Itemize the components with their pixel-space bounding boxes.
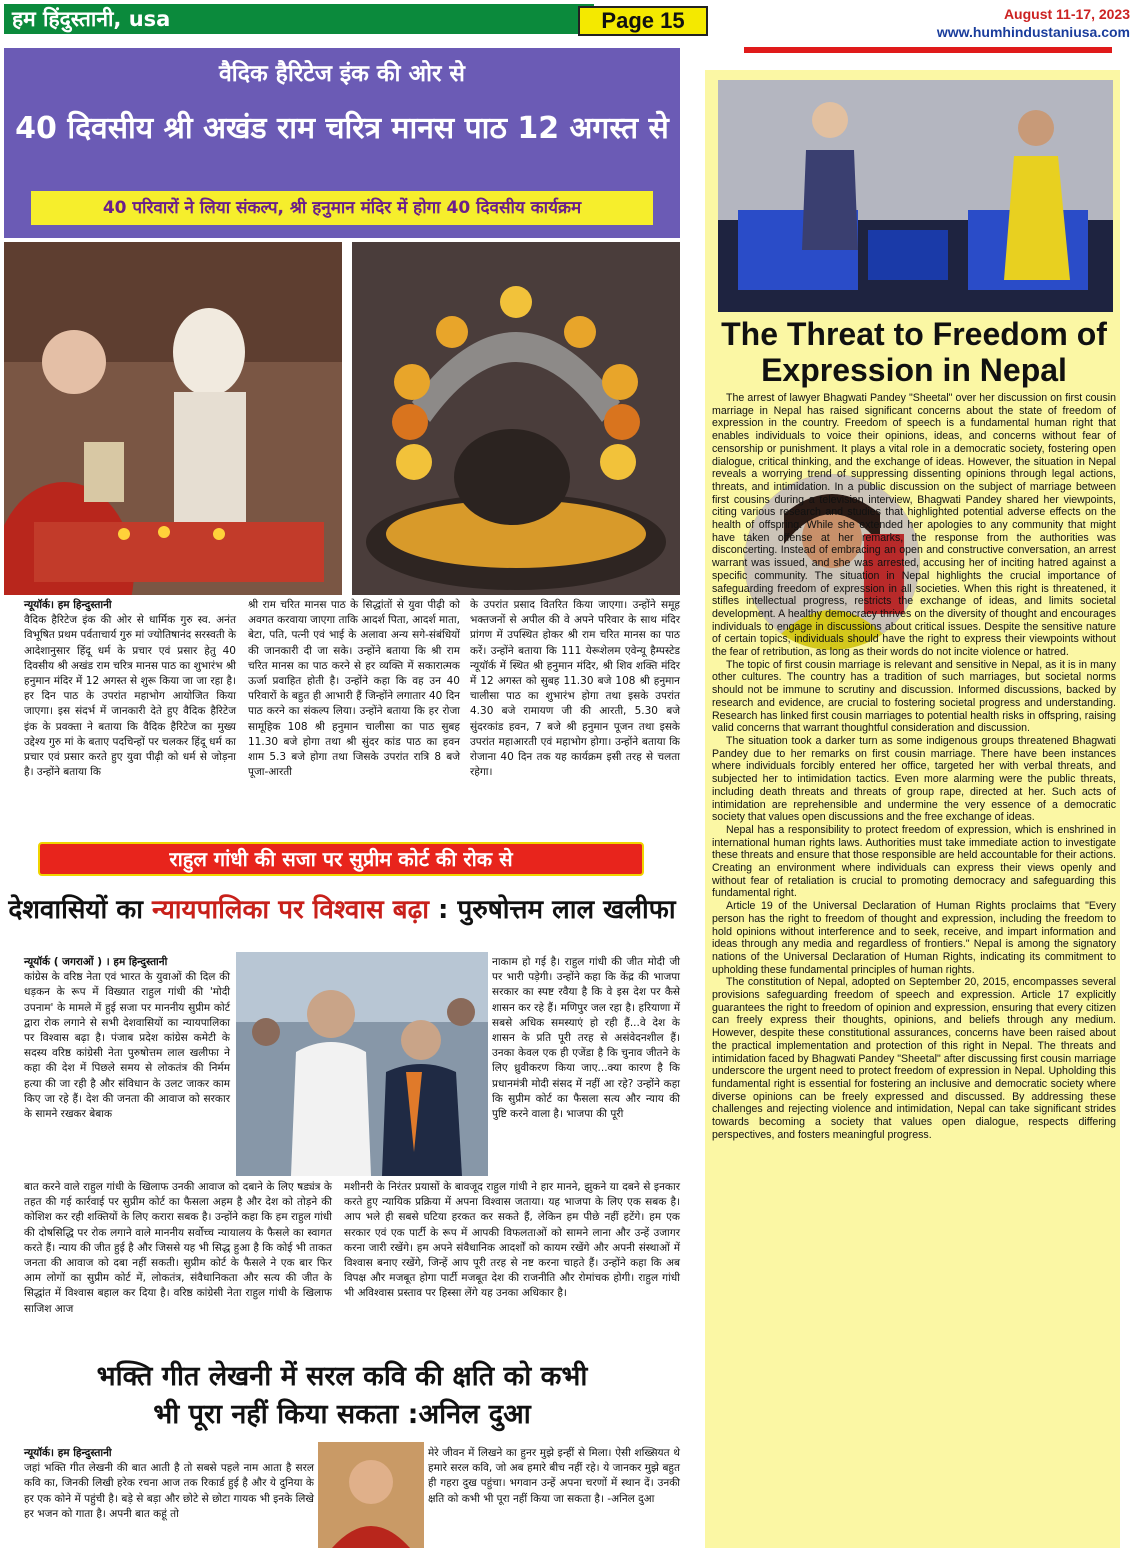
article3-headline [4,1358,680,1434]
article2-column-bottom-right [344,1180,680,1302]
anil-dua-photo [318,1442,424,1548]
article2-byline: न्यूयॉर्क ( जगराओं ) । हम हिन्दुस्तानी [24,956,168,968]
masthead [0,0,1135,46]
article1-banner [4,48,680,238]
article2-text: कांग्रेस के वरिष्ठ नेता एवं भारत के युवाओं की दिल की धड़कन के रूप में विख्यात राहुल गांधी की 'मोदी उपनाम' के मामले में हुई सजा पर माननीय सुप्रीम कोर्ट द्वारा रोक लगाने से सभी देशवासियों का न्यायपालिका पर विश्वास बढ़ा है। पंजाब प्रदेश कांग्रेस कमेटी के सदस्य वरिष्ठ कांग्रेसी नेता पुरुषोत्तम लाल खलीफा ने कहा की देश में पिछले समय से लोकतंत्र की निर्मम हत्या की जा रही है और संविधान के उलट जाकर काम किए जा रहे हैं। देश की जनता की आवाज को सरकार के सामने रखकर बेबाक [24,971,230,1121]
shivling-photo [352,242,680,595]
nepal-article-body [712,392,1116,1141]
shivling-flowers-image [352,242,680,595]
article3-headline-line: भक्ति गीत लेखनी में सरल कवि की क्षति को कभी [96,1361,588,1392]
portrait-image [318,1442,424,1548]
page-number: Page 15 [578,6,708,36]
hanuman-idol-image [4,242,342,595]
article1-headline: 40 दिवसीय श्री अखंड राम चरित्र मानस पाठ 12 अगस्त से [15,111,669,146]
nepal-article-headline: The Threat to Freedom of Expression in Nepal [721,316,1107,388]
issue-date: August 11-17, 2023 [1003,6,1130,22]
article2-text: मशीनरी के निरंतर प्रयासों के बावजूद राहुल गांधी ने हार मानने, झुकने या दबने से इनकार करते हुए न्यायिक प्रक्रिया में अपना विश्वास जताया। यह भाजपा के लिए एक सबक है। आप भले ही सबसे घटिया हरकत कर सकते हैं, लेकिन हम पीछे नहीं हटेंगे। हम एक सरकार एवं एक पार्टी के रूप में आपकी विफलताओं को सामने लाना और उन्हें उजागर करना जारी रखेंगे। हम अपने संवैधानिक आदर्शों को कायम रखेंगे और अपनी संस्थाओं में विश्वास बनाए रखेंगे, जिन्हें आप पूरी तरह से नष्ट करना चाहते हैं। उन्होंने कहा कि अब विपक्ष और मजबूत होगा पार्टी मजबूत देश की राजनीति और रोमांचक होगी। राहुल गांधी भी अविश्वास प्रस्ताव पर हिस्सा लेंगे यह उनका अधिकार है। [344,1181,680,1300]
rahul-gandhi-photo [236,952,488,1176]
nepal-paragraph: The situation took a darker turn as some indigenous groups threatened Bhagwati Pandey due to her remarks on first cousin marriage. There have been instances where individuals forcibly entered her office, targeted her with verbal threats, and subjected her to intimidation tactics. Even more alarming were the public threats, including death threats and threats of group rape, directed at her. Such acts of intimidation are reprehensible and undermine the very essence of a democratic society that values open discussions and the free exchange of ideas. [712,734,1116,824]
article3-column-2 [428,1446,680,1507]
article1-column-1 [24,598,236,780]
article1-text: श्री राम चरित मानस पाठ के सिद्धांतों से युवा पीढ़ी को अवगत करवाया जाएगा ताकि आदर्श पिता, आदर्श माता, बेटा, पति, पत्नी एवं भाई के अलावा अन्य सगे-संबंधियों की जानकारी दी जा सके। उन्होंने बताया कि श्री राम चरित मानस का पाठ करने से हर व्यक्ति में सकारात्मक ऊर्जा प्रवाहित होती है। उन्होंने कहा कि वह उन 40 परिवारों के बहुत ही आभारी हैं जिन्होंने लगातार 40 दिन पाठ करने का संकल्प लिया। उन्होंने बताया कि हर रोजा सामूहिक 108 श्री हनुमान चालीसा का पाठ सुबह 11.30 बजे होगा तथा श्री सुंदर कांड पाठ का हवन शाम 5.3 बजे होगा तथा जिसके उपरांत रात्रि 8 बजे पूजा-आरती [248,599,460,779]
nepal-paragraph: The topic of first cousin marriage is relevant and sensitive in Nepal, as it is in many other cultures. The country has a tradition of such marriages, but societal norms should not be immune to scrutiny and discussion. Informed discussions, backed by research and evidence, are crucial to fostering societal progress and understanding. Research has linked first cousin marriages to potential health risks in offspring, raising valid concerns that warrant thoughtful consideration and discussion. [712,658,1116,735]
article1-text: वैदिक हैरिटेज इंक की ओर से धार्मिक गुरु स्व. अनंत विभूषित प्रथम पर्वताचार्य गुरु मां ज्योतिषानंद सरस्वती के आदेशानुसार हिंदू धर्म के प्रचार एवं प्रसार हेतु 40 दिवसीय श्री अखंड राम चरित्र मानस पाठ का शुभारंभ श्री हनुमान मंदिर में 12 अगस्त से शुरू किया जा जा रहा है। हर दिन पाठ के उपरांत महाभोग आयोजित किया जाएगा। इस संदर्भ में जानकारी देते हुए वैदिक हैरिटेज इंक के प्रवक्ता ने बताया कि वैदिक हैरिटेज का मुख्य उद्देश्य गुरु मां के बताए पदचिन्हों पर चलकर हिंदू धर्म का प्रचार एवं प्रसार करते हुए युवा पीढ़ी को धर्म से जोड़ना है। उन्होंने बताया कि [24,614,237,779]
article2-band: राहुल गांधी की सजा पर सुप्रीम कोर्ट की रोक से [38,842,644,876]
divider [744,47,1112,53]
tv-interview-photo [718,80,1113,312]
article1-byline: न्यूयॉर्क। हम हिन्दुस्तानी [24,599,112,611]
rally-image [236,952,488,1176]
interview-studio-image [718,80,1113,312]
article1-kicker: वैदिक हैरिटेज इंक की ओर से [219,61,465,87]
article2-headline-part: : पुरुषोत्तम लाल खलीफा [428,895,676,925]
nepal-paragraph: The arrest of lawyer Bhagwati Pandey "Sheetal" over her discussion on first cousin marriage in Nepal has raised significant concerns about the state of freedom of expression in the country. Freedom of speech is a fundamental human right that enables individuals to voice their opinions, ideas, and concerns without fear of censorship or punishment. It plays a vital role in a democratic society, fostering open dialogue, critical thinking, and the exchange of ideas. However, the situation in Nepal reveals a worrying trend of suppressing dissenting opinions through legal actions, threats, and intimidation. In a public discussion on the subject of marriage between first cousins during a television interview, Bhagwati Pandey shared her viewpoints, citing various research and studies that highlighted potential adverse effects on the health of offspring. While she extended her apologies to any community that might have taken offense at her remarks, the response from the authorities was disconcerting. Instead of embracing an open and constructive conversation, an arrest warrant was issued, and she was arrested, accusing her of inciting hatred against a specific community. The situation in Nepal highlights the crucial importance of safeguarding freedom of expression in all societies. When this right is threatened, it stifles intellectual progress, restricts the exchange of ideas, and limits societal development. A healthy democracy thrives on the diversity of thought and encourages individuals to engage in discussions about critical issues. Despite the sensitive nature of certain topics, individuals should have the right to express their viewpoints without the fear of retribution, as long as their words do not incite violence or hatred. [712,392,1116,659]
article2-headline [4,890,680,926]
article2-headline-highlight: न्यायपालिका पर विश्वास बढ़ा [152,895,429,925]
nepal-paragraph: Article 19 of the Universal Declaration of Human Rights proclaims that "Every person has the right to freedom of thought and expression, including the freedom to hold opinions without interference and to seek, receive, and impart information and ideas through any media and regardless of frontiers." Nepal is among the signatory nations of the Universal Declaration of Human Rights, indicating its commitment to upholding these fundamental principles of human rights. [712,900,1116,976]
article2-headline-part: देशवासियों का [8,895,153,925]
article3-text: मेरे जीवन में लिखने का हुनर मुझे इन्हीं से मिला। ऐसी शख्सियत थे हमारे सरल कवि, जो अब हमारे बीच नहीं रहे। ये जानकर मुझे बहुत ही गहरा दुख पहुंचा। भगवान उन्हें अपना चरणों में स्थान दें। उनकी क्षति को कभी भी पूरा नहीं किया जा सकता है। -अनिल दुआ [428,1447,680,1505]
article3-text: जहां भक्ति गीत लेखनी की बात आती है तो सबसे पहले नाम आता है सरल कवि का, जिनकी लिखी हरेक रचना आज तक रिकार्ड हुई है और ये दुनिया के हर एक कोने में पहुंची है। बड़े से बड़ा और छोटे से छोटा गायक भी इनके लिखे हर भजन को गाता है। अपनी बात कहूं तो [24,1462,314,1520]
website-link[interactable]: www.humhindustaniusa.com [936,24,1130,40]
article2-column-1 [24,955,230,1122]
article2-column-bottom-left [24,1180,332,1317]
article3-column-1 [24,1446,314,1522]
article2-text: बात करने वाले राहुल गांधी के खिलाफ उनकी आवाज को दबाने के लिए षड्यंत्र के तहत की गई कार्रवाई पर सुप्रीम कोर्ट का फैसला अहम है और देश को तोड़ने की कोशिश कर रही शक्तियों के लिए करारा सबक है। उन्होंने कहा कि हम राहुल गांधी की दोषसिद्धि पर रोक लगाने वाले माननीय सर्वोच्च न्यायालय के फैसले का स्वागत करते हैं। न्याय की जीत हुई है और जिससे यह भी सिद्ध हुआ है कि कोई भी ताकत जनता की आवाज को दबा नहीं सकती। सुप्रीम कोर्ट के फैसले ने एक बार फिर आम लोगों का सुप्रीम कोर्ट में, लोकतंत्र, संवैधानिकता और सत्य की जीत के सिद्धांत में विश्वास बहाल कर दिया है। वरिष्ठ कांग्रेसी नेता राहुल गांधी के खिलाफ साजिश आज [24,1181,332,1315]
article3-byline: न्यूयॉर्क। हम हिन्दुस्तानी [24,1447,112,1459]
article1-column-3 [470,598,680,780]
newspaper-brand: हम हिंदुस्तानी, usa [4,4,594,34]
article1-text: के उपरांत प्रसाद वितरित किया जाएगा। उन्होंने समूह भक्तजनों से अपील की वे अपने परिवार के साथ मंदिर प्रांगण में उपस्थित होकर श्री राम चरित मानस का पाठ करें। उन्होंने बताया कि 111 येरूशेलम एवेन्यू हैम्पस्टेड न्यूयॉर्क में स्थित श्री हनुमान मंदिर, श्री शिव शक्ति मंदिर में 12 अगस्त को सुबह 11.30 बजे 108 श्री हनुमान चालीसा पाठ का शुभारंभ होगा तथा इसके उपरांत 4.30 बजे रामायण जी की आरती, 5.30 बजे सुंदरकांड हवन, 7 बजे श्री हनुमान पूजन तथा इसके उपरांत महाआरती एवं महाभोग होगा। उन्होंने बताया कि रोजाना 40 दिन तक यह कार्यक्रम इसी तरह से चलता रहेगा। [470,599,680,779]
temple-photo [4,242,342,595]
article2-text: नाकाम हो गई है। राहुल गांधी की जीत मोदी जी पर भारी पड़ेगी। उन्होंने कहा कि केंद्र की भाजपा सरकार का स्पष्ट रवैया है कि वे इस देश पर कैसे शासन कर रहे हैं। मणिपुर जल रहा है। हरियाणा में सबसे अधिक समस्याएं हो रही हैं...वे देश के शासन के प्रति पूरी तरह से असंवेदनशील हैं। उनका केवल एक ही एजेंडा है कि चुनाव जीतने के लिए ध्रुवीकरण किया जाए...क्या कारण है कि प्रधानमंत्री मोदी संसद में नहीं आ रहे? उन्होंने कहा कि सुप्रीम कोर्ट का फैसला सत्य और न्याय की पुष्टि करने वाला है। भाजपा की पूरी [492,956,680,1121]
nepal-paragraph: Nepal has a responsibility to protect freedom of expression, which is enshrined in international human rights laws. Authorities must take immediate action to investigate these threats and ensure that those responsible are held accountable for their actions. Creating an environment where individuals can express their views openly and without fear of retaliation is crucial to promoting democracy and safeguarding this fundamental right. [712,823,1116,900]
article3-headline-line: भी पूरा नहीं किया सकता :अनिल दुआ [153,1399,531,1430]
article1-column-2 [248,598,460,780]
article1-subhead: 40 परिवारों ने लिया संकल्प, श्री हनुमान मंदिर में होगा 40 दिवसीय कार्यक्रम [28,188,656,228]
article2-column-3 [492,955,680,1122]
nepal-paragraph: The constitution of Nepal, adopted on September 20, 2015, encompasses several provisions safeguarding freedom of speech and expression. Article 17 explicitly guarantees the right to freedom of opinion and expression, ensuring that every citizen can freely express their thoughts, opinions, and beliefs through any medium. However, despite these constitutional assurances, concerns have been raised about the practical implementation and protection of this right in Nepal. The threats and intimidation faced by Bhagwati Pandey "Sheetal" after discussing first cousin marriage underscore the urgent need to protect freedom of expression in Nepal. Upholding this fundamental right is essential for fostering an inclusive and democratic society where diverse opinions can be freely expressed and discussed. By addressing these challenges and rejecting violence and intimidation, Nepal can take significant strides towards becoming a society that values open dialogue, respects differing perspectives, and fosters meaningful progress. [712,976,1116,1141]
